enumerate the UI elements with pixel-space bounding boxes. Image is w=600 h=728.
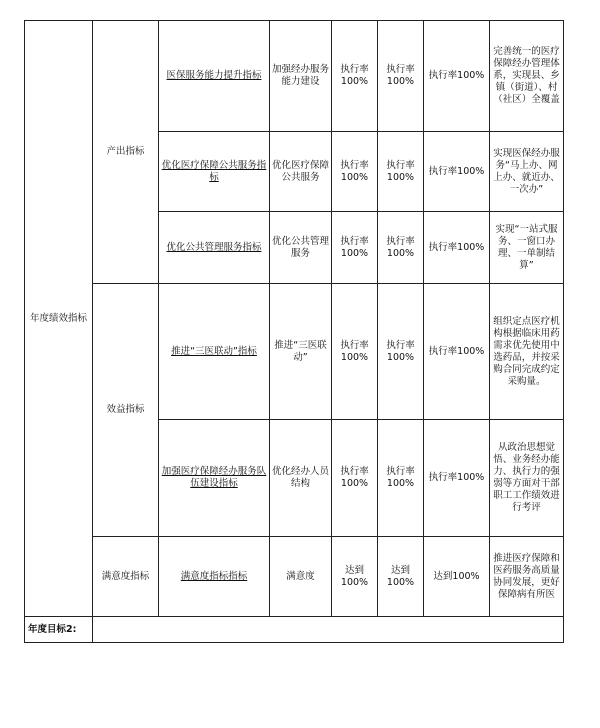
completion-rate: 执行率100% [424,284,490,420]
category-output: 产出指标 [93,21,159,284]
performance-indicator-table [24,20,564,643]
expected-value: 达到100% [332,537,378,617]
indicator-name: 医保服务能力提升指标 [159,21,270,132]
completion-rate: 执行率100% [424,21,490,132]
indicator-name: 加强医疗保障经办服务队伍建设指标 [159,420,270,537]
actual-value: 达到100% [378,537,424,617]
expected-value: 执行率100% [332,212,378,284]
expected-value: 执行率100% [332,420,378,537]
indicator-name: 优化公共管理服务指标 [159,212,270,284]
expected-value: 执行率100% [332,21,378,132]
indicator-content: 优化公共管理服务 [270,212,332,284]
annual-goal-2-label: 年度目标2: [25,617,93,643]
table-row [25,617,564,643]
indicator-content: 优化医疗保障公共服务 [270,132,332,212]
category-satisfaction: 满意度指标 [93,537,159,617]
expected-value: 执行率100% [332,284,378,420]
actual-value: 执行率100% [378,420,424,537]
indicator-name: 优化医疗保障公共服务指标 [159,132,270,212]
completion-rate: 达到100% [424,537,490,617]
year-performance-label: 年度绩效指标 [25,21,93,617]
indicator-content: 推进“三医联动” [270,284,332,420]
indicator-content: 加强经办服务能力建设 [270,21,332,132]
indicator-description: 实现“一站式服务、一窗口办理、一单制结算” [490,212,564,284]
expected-value: 执行率100% [332,132,378,212]
indicator-name: 满意度指标指标 [159,537,270,617]
actual-value: 执行率100% [378,284,424,420]
indicator-name: 推进“三医联动”指标 [159,284,270,420]
completion-rate: 执行率100% [424,420,490,537]
indicator-content: 满意度 [270,537,332,617]
table-row [25,537,564,617]
indicator-description: 推进医疗保障和医药服务高质量协同发展，更好保障病有所医 [490,537,564,617]
indicator-content: 优化经办人员结构 [270,420,332,537]
annual-goal-2-value [93,617,564,643]
actual-value: 执行率100% [378,212,424,284]
indicator-description: 完善统一的医疗保障经办管理体系，实现县、乡镇（街道）、村（社区）全覆盖 [490,21,564,132]
indicator-description: 实现医保经办服务“马上办、网上办、就近办、一次办” [490,132,564,212]
actual-value: 执行率100% [378,21,424,132]
indicator-description: 从政治思想觉悟、业务经办能力、执行力的强弱等方面对干部职工工作绩效进行考评 [490,420,564,537]
category-benefit: 效益指标 [93,284,159,537]
table-row [25,284,564,420]
indicator-description: 组织定点医疗机构根据临床用药需求优先使用中选药品，并按采购合同完成约定采购量。 [490,284,564,420]
completion-rate: 执行率100% [424,212,490,284]
completion-rate: 执行率100% [424,132,490,212]
table-row [25,21,564,132]
actual-value: 执行率100% [378,132,424,212]
